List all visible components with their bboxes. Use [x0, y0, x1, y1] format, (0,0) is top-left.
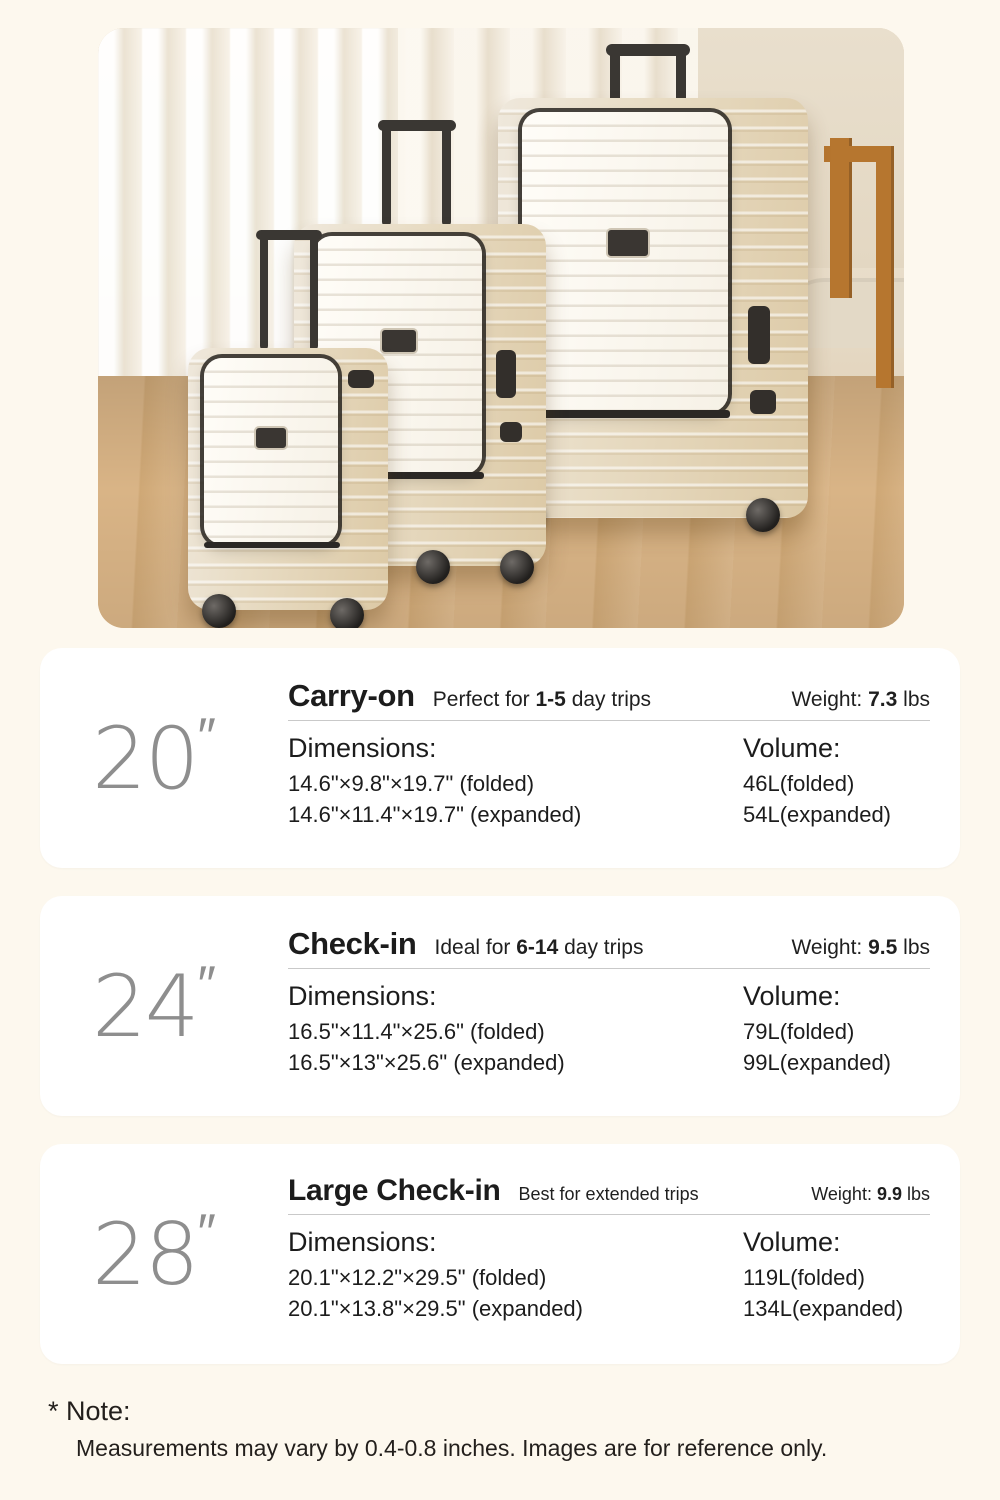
- tagline-post: day trips: [565, 688, 652, 711]
- spec-card-20in: [40, 648, 960, 868]
- spec-card-28in: [40, 1144, 960, 1364]
- weight: [791, 936, 930, 960]
- volume-heading: Volume:: [743, 733, 841, 763]
- weight-unit: lbs: [901, 1184, 930, 1204]
- dimensions-expanded: 20.1"×13.8"×29.5" (expanded): [288, 1296, 583, 1322]
- note-block: [48, 1396, 968, 1462]
- dimensions-folded: 14.6"×9.8"×19.7" (folded): [288, 771, 535, 796]
- inch-mark: ″: [197, 1203, 212, 1263]
- title-row: [288, 926, 930, 969]
- note-text: Measurements may vary by 0.4-0.8 inches. Images are for reference only.: [76, 1435, 828, 1461]
- chair-rail: [824, 146, 894, 162]
- note-title: * Note:: [48, 1396, 131, 1426]
- handle-post-left: [382, 126, 391, 226]
- weight-label: Weight:: [791, 688, 869, 711]
- volume-expanded: 54L(expanded): [743, 802, 892, 828]
- wheel-front-right: [330, 598, 364, 628]
- front-compartment: [204, 358, 338, 544]
- dimensions-column: [288, 981, 743, 1078]
- spec-content: [288, 1174, 930, 1338]
- title-row: [288, 1174, 930, 1215]
- dimensions-column: [288, 733, 743, 830]
- front-zipper: [204, 542, 340, 548]
- front-ribs: [204, 358, 338, 544]
- size-number: 20: [92, 709, 198, 809]
- tagline: [519, 1184, 794, 1205]
- volume-folded: 79L(folded): [743, 1019, 855, 1044]
- tsa-lock: [750, 390, 776, 414]
- weight-value: 7.3: [868, 688, 898, 711]
- inch-mark: ″: [197, 955, 212, 1015]
- handle-post-left: [260, 236, 268, 350]
- handle-post-right: [676, 50, 686, 102]
- category-title: Check-in: [288, 926, 417, 961]
- spec-card-24in: [40, 896, 960, 1116]
- weight: [811, 1184, 930, 1205]
- dimensions-folded: 16.5"×11.4"×25.6" (folded): [288, 1019, 545, 1044]
- dimensions-heading: Dimensions:: [288, 1227, 437, 1257]
- weight: [791, 688, 930, 712]
- front-ribs: [522, 112, 728, 412]
- handle-grip: [606, 44, 690, 56]
- detail-row: [288, 1227, 930, 1324]
- wheel-front-left: [416, 550, 450, 584]
- size-label-20in: [92, 707, 212, 809]
- size-number: 24: [92, 957, 198, 1057]
- tsa-lock: [500, 422, 522, 442]
- spec-content: [288, 926, 930, 1090]
- handle-grip: [378, 120, 456, 131]
- volume-column: [743, 1227, 930, 1324]
- tagline-pre: Best for extended trips: [518, 1184, 699, 1204]
- chair-leg-front: [876, 158, 894, 388]
- tagline: [433, 688, 774, 712]
- handle-grip: [256, 230, 322, 240]
- tsa-lock: [348, 370, 374, 388]
- weight-label: Weight:: [791, 936, 869, 959]
- volume-heading: Volume:: [743, 1227, 841, 1257]
- dimensions-folded: 20.1"×12.2"×29.5" (folded): [288, 1265, 547, 1290]
- luggage-set-photo: [98, 28, 904, 628]
- wheel-front-right: [746, 498, 780, 532]
- tagline-bold: 6-14: [516, 936, 559, 959]
- tagline-pre: Perfect for: [432, 688, 536, 711]
- detail-row: [288, 981, 930, 1078]
- wheel-front-left: [202, 594, 236, 628]
- category-title: Large Check-in: [288, 1174, 501, 1207]
- wheel-front-right: [500, 550, 534, 584]
- brand-badge: [606, 228, 650, 258]
- tagline-post: day trips: [558, 936, 644, 959]
- volume-folded: 46L(folded): [743, 771, 855, 796]
- handle-post-right: [442, 126, 451, 226]
- weight-value: 9.9: [876, 1184, 902, 1204]
- dimensions-heading: Dimensions:: [288, 981, 437, 1011]
- category-title: Carry-on: [288, 678, 415, 713]
- weight-unit: lbs: [897, 936, 930, 959]
- suitcase-20in: [188, 348, 388, 610]
- weight-label: Weight:: [811, 1184, 877, 1204]
- tagline-bold: 1-5: [535, 688, 566, 711]
- volume-expanded: 134L(expanded): [743, 1296, 904, 1322]
- handle-post-right: [310, 236, 318, 350]
- detail-row: [288, 733, 930, 830]
- size-number: 28: [92, 1205, 198, 1305]
- volume-heading: Volume:: [743, 981, 841, 1011]
- volume-column: [743, 733, 930, 830]
- volume-column: [743, 981, 930, 1078]
- size-label-24in: [92, 955, 212, 1057]
- dimensions-heading: Dimensions:: [288, 733, 437, 763]
- volume-expanded: 99L(expanded): [743, 1050, 892, 1076]
- side-handle: [748, 306, 770, 364]
- front-zipper: [522, 410, 730, 418]
- volume-folded: 119L(folded): [743, 1265, 865, 1290]
- tagline: [435, 936, 774, 960]
- tagline-pre: Ideal for: [434, 936, 517, 959]
- brand-badge: [254, 426, 288, 450]
- weight-unit: lbs: [897, 688, 930, 711]
- title-row: [288, 678, 930, 721]
- dimensions-expanded: 14.6"×11.4"×19.7" (expanded): [288, 802, 582, 828]
- size-label-28in: [92, 1203, 212, 1305]
- side-handle: [496, 350, 516, 398]
- weight-value: 9.5: [868, 936, 898, 959]
- dimensions-column: [288, 1227, 743, 1324]
- dimensions-expanded: 16.5"×13"×25.6" (expanded): [288, 1050, 565, 1076]
- inch-mark: ″: [197, 707, 212, 767]
- handle-post-left: [610, 50, 620, 102]
- spec-content: [288, 678, 930, 842]
- chair-leg-back: [830, 138, 852, 298]
- front-compartment: [522, 112, 728, 412]
